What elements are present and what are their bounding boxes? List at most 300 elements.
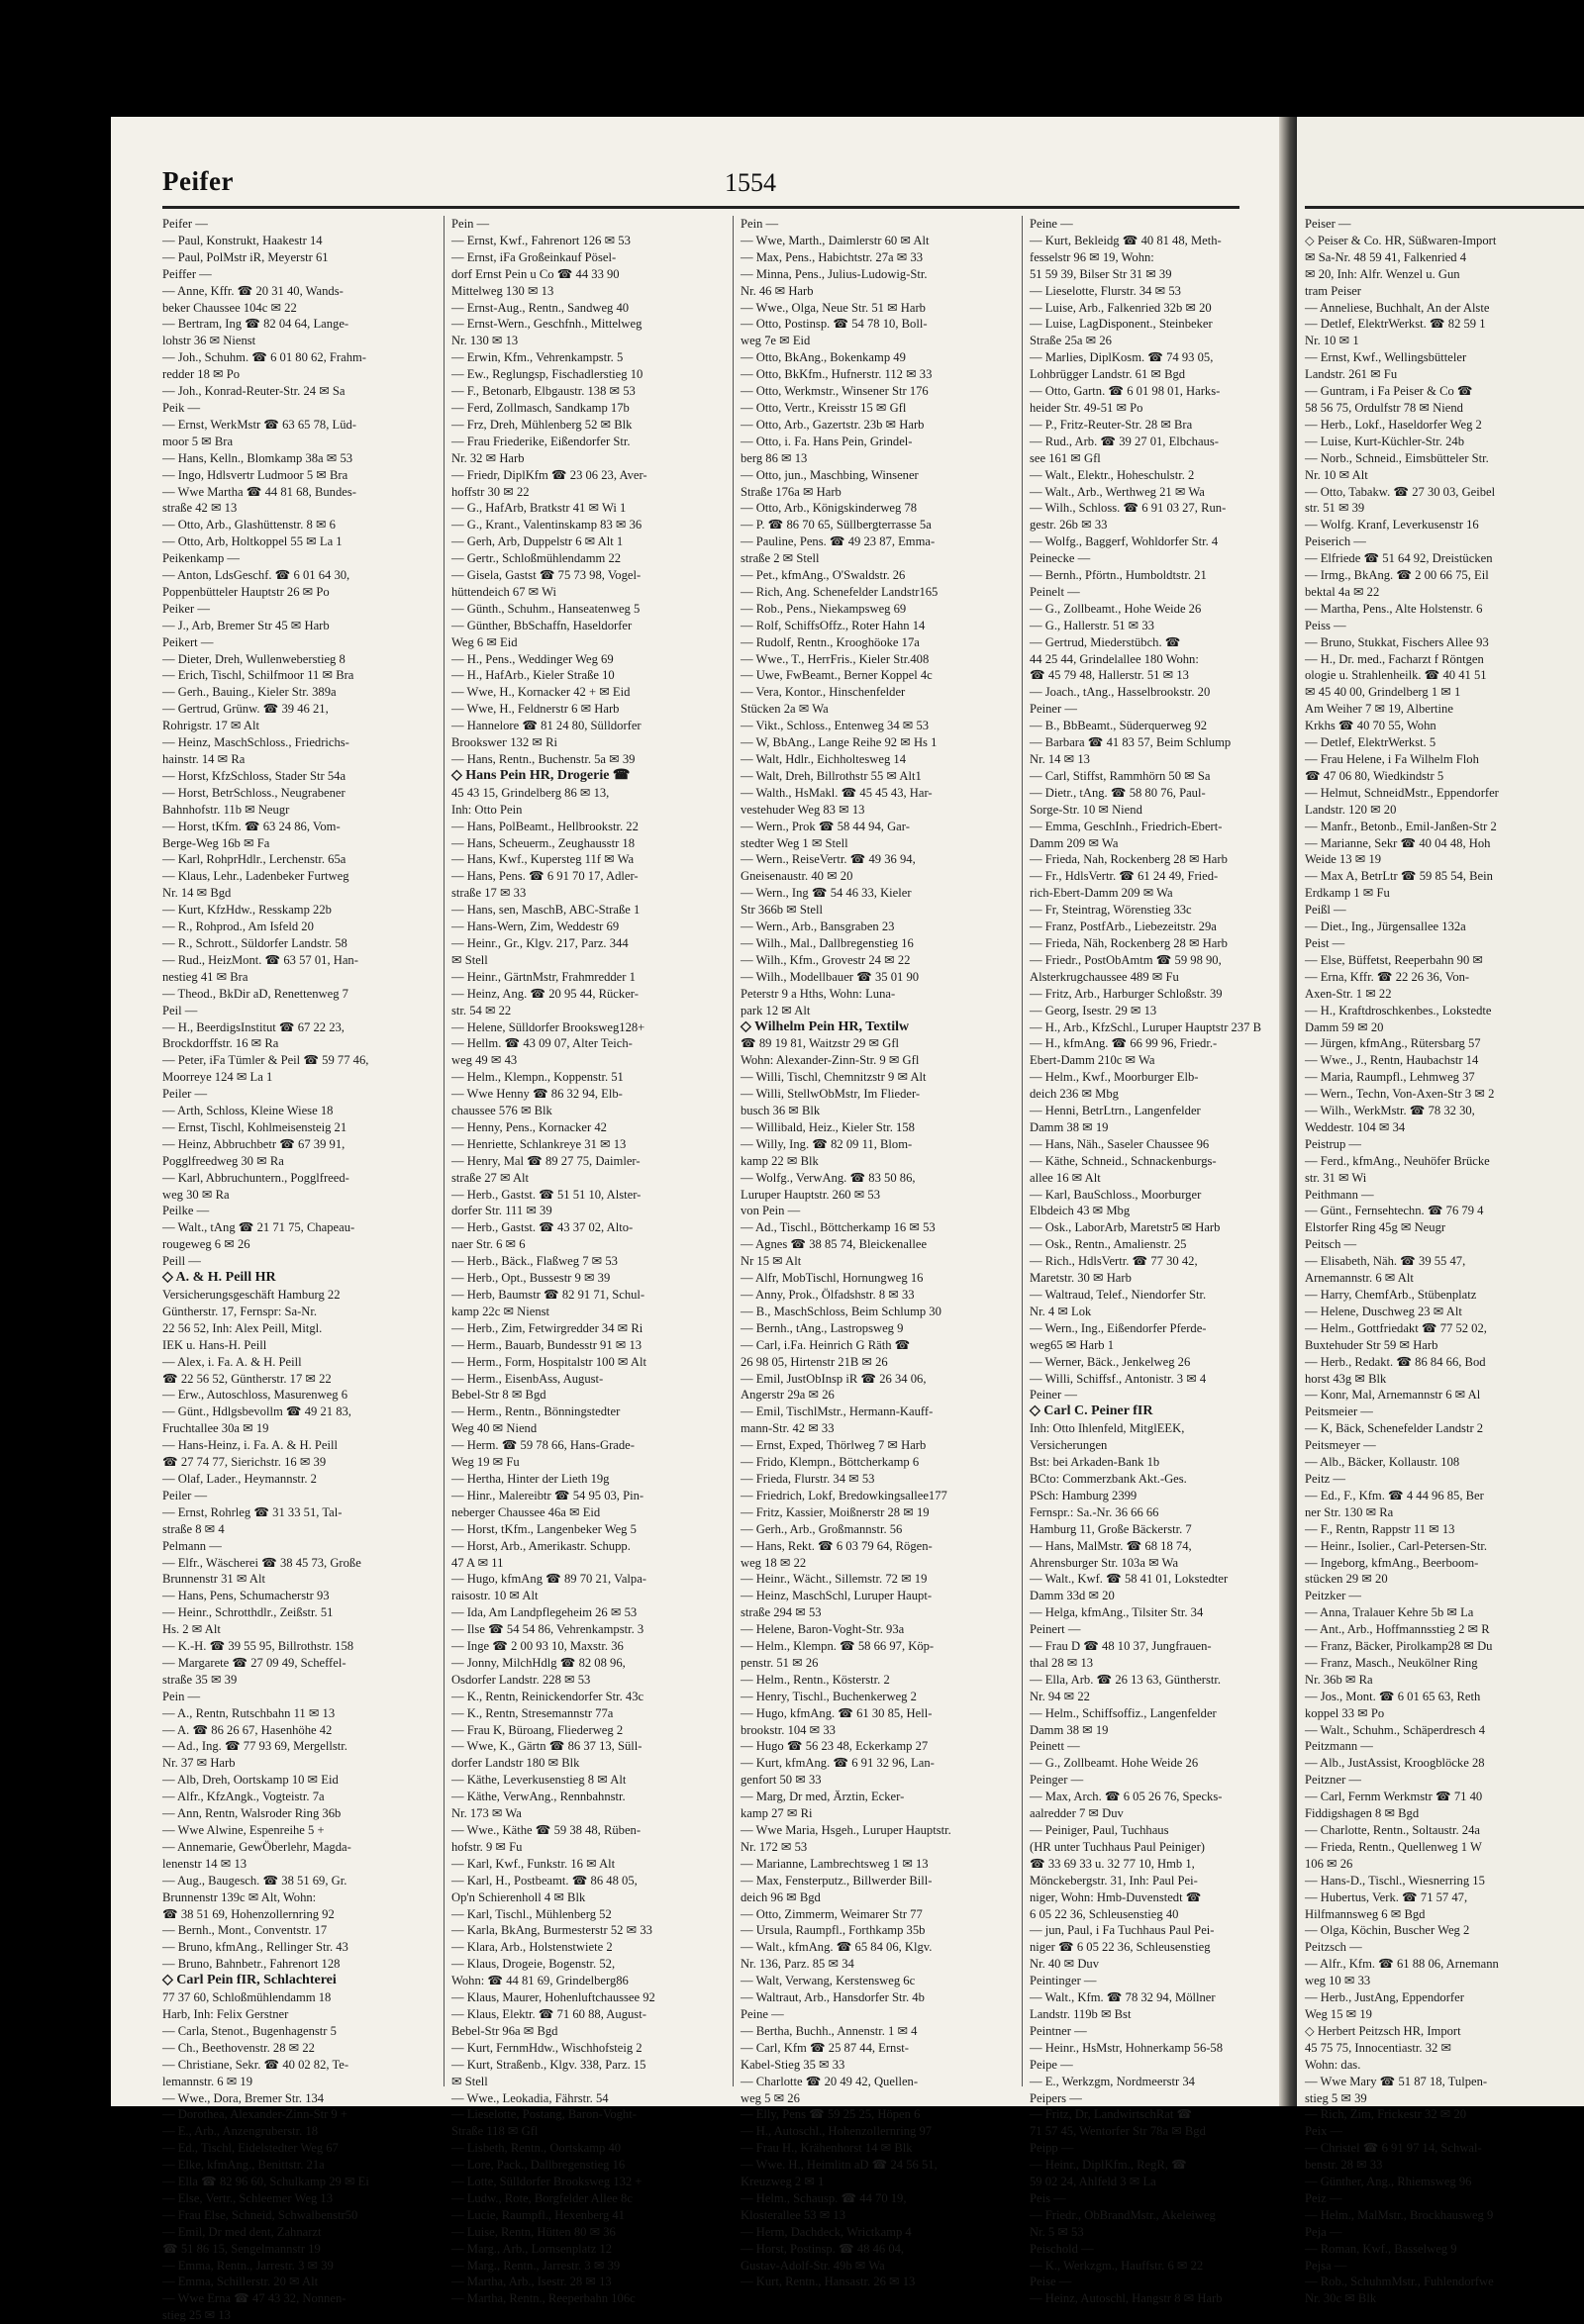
listing-line: — B., MaschSchloss, Beim Schlump 30 [741, 1304, 941, 1318]
listing-line: Peine — [1030, 217, 1073, 231]
listing-line: — Lore, Pack., Dallbregenstieg 16 [451, 2158, 626, 2173]
listing-line: Luruper Hauptstr. 260 ✉ 53 [741, 1187, 881, 1202]
listing-line: — Ernst, Rohrleg ☎ 31 33 51, Tal- [162, 1504, 343, 1519]
listing-line: — Otto, Zimmerm, Weimarer Str 77 [741, 1906, 923, 1921]
listing-line: moor 5 ✉ Bra [162, 434, 234, 448]
listing-columns [162, 216, 1261, 2323]
listing-line: — Helm., Rentn., Kösterstr. 2 [741, 1672, 890, 1687]
listing-line: — E., Arb., Anzengruberstr. 18 [162, 2124, 319, 2139]
listing-line: Rohrigstr. 17 ✉ Alt [162, 719, 260, 733]
listing-line: — B., BbBeamt., Süderquerweg 92 [1030, 719, 1208, 733]
listing-line: — Anna, Tralauer Kehre 5b ✉ La [1305, 1605, 1474, 1620]
listing-line: — K., Rentn, Stresemannstr 77a [451, 1705, 614, 1720]
listing-line: — Wwe Alwine, Espenreihe 5 + [162, 1823, 325, 1837]
listing-line: Peischold — [1030, 2241, 1094, 2256]
listing-column-3 [741, 216, 1010, 2289]
listing-line: — Emma, Rentn., Jarrestr. 3 ✉ 39 [162, 2258, 334, 2273]
listing-line: 45 43 15, Grindelberg 86 ✉ 13, [451, 785, 610, 800]
listing-line: — Kurt, Bekleidg ☎ 40 81 48, Meth- [1030, 233, 1222, 247]
listing-line: thal 28 ✉ 13 [1030, 1655, 1094, 1670]
listing-line: — Hinr., Malereibtr ☎ 54 95 03, Pin- [451, 1488, 644, 1502]
listing-line: — Erna, Kffr. ☎ 22 26 36, Von- [1305, 969, 1470, 984]
listing-line: niger, Wohn: Hmb-Duvenstedt ☎ [1030, 1889, 1202, 1904]
listing-line: Elbdeich 43 ✉ Mbg [1030, 1204, 1131, 1218]
listing-line: beker Chaussee 104c ✉ 22 [162, 300, 297, 315]
listing-line: — Bernh., Pförtn., Humboldtstr. 21 [1030, 568, 1207, 583]
listing-line: Nr. 4 ✉ Lok [1030, 1304, 1092, 1318]
listing-line: — F., Rentn, Rappstr 11 ✉ 13 [1305, 1521, 1455, 1536]
listing-line: Angerstr 29a ✉ 26 [741, 1388, 835, 1403]
listing-line: — Dorothea, Alexander-Zinn-Str 9 + [162, 2107, 347, 2122]
listing-line: — Erwin, Kfm., Vehrenkampstr. 5 [451, 350, 624, 365]
listing-line: Axen-Str. 1 ✉ 22 [1305, 986, 1392, 1001]
listing-line: — Marianne, Sekr ☎ 40 04 48, Hoh [1305, 835, 1491, 850]
listing-line: — Diet., Ing., Jürgensallee 132a [1305, 920, 1466, 934]
listing-line: — Joh., Schuhm. ☎ 6 01 80 62, Frahm- [162, 350, 366, 365]
listing-line: Peipers — [1030, 2090, 1082, 2105]
listing-line: straße 17 ✉ 33 [451, 886, 527, 901]
listing-line: — Ernst, Exped, Thörlweg 7 ✉ Harb [741, 1438, 927, 1453]
listing-line: — Ad., Tischl., Böttcherkamp 16 ✉ 53 [741, 1220, 936, 1235]
listing-line: — Wwe Martha ☎ 44 81 68, Bundes- [162, 484, 356, 499]
listing-line: rich-Ebert-Damm 209 ✉ Wa [1030, 886, 1173, 901]
listing-line: 26 98 05, Hirtenstr 21B ✉ 26 [741, 1354, 888, 1369]
listing-line: BCto: Commerzbank Akt.-Ges. [1030, 1471, 1187, 1486]
listing-line: Mönckebergstr. 31, Inh: Paul Pei- [1030, 1873, 1198, 1888]
listing-line: stedter Weg 1 ✉ Stell [741, 835, 848, 850]
listing-line: — Käthe, Leverkusenstieg 8 ✉ Alt [451, 1773, 627, 1788]
listing-line: Peil — [162, 1003, 198, 1017]
listing-line: — Charlotte, Rentn., Soltaustr. 24a [1305, 1823, 1480, 1837]
listing-line: — H., kfmAng. ☎ 66 99 96, Friedr.- [1030, 1036, 1218, 1051]
listing-line: Pein — [162, 1689, 201, 1703]
listing-line: ☎ 27 74 77, Sierichstr. 16 ✉ 39 [162, 1455, 327, 1470]
listing-line: 45 75 75, Innocentiastr. 32 ✉ [1305, 2040, 1452, 2055]
listing-line: Gustav-Adolf-Str. 49b ✉ Wa [741, 2258, 885, 2273]
listing-line: — Norb., Schneid., Eimsbütteler Str. [1305, 450, 1489, 465]
listing-line: — Frau Friederike, Eißendorfer Str. [451, 434, 631, 448]
listing-line: — Helm., Gottfriedakt ☎ 77 52 02, [1305, 1320, 1487, 1335]
listing-line: — Hans, sen, MaschB, ABC-Straße 1 [451, 903, 641, 918]
listing-line: Weg 40 ✉ Niend [451, 1421, 538, 1436]
listing-line: Peitsch — [1305, 1237, 1357, 1252]
listing-line: — Osk., LaborArb, Maretstr5 ✉ Harb [1030, 1220, 1221, 1235]
listing-line: — Manfr., Betonb., Emil-Janßen-Str 2 [1305, 819, 1497, 833]
listing-line: Peis — [1030, 2190, 1066, 2205]
listing-line: — Kurt, FernmHdw., Wischhofsteig 2 [451, 2040, 643, 2055]
listing-line: — Gisela, Gastst ☎ 75 73 98, Vogel- [451, 568, 642, 583]
listing-line: — Ch., Beethovenstr. 28 ✉ 22 [162, 2040, 315, 2055]
listing-line: — Günther, BbSchaffn, Haseldorfer [451, 618, 633, 632]
listing-line: Nr. 136, Parz. 85 ✉ 34 [741, 1957, 854, 1972]
listing-line: — Friedr., PostObAmtm ☎ 59 98 90, [1030, 952, 1222, 967]
listing-line: 71 57 45, Wentorfer Str 78a ✉ Bgd [1030, 2124, 1206, 2139]
listing-line: hoffstr 30 ✉ 22 [451, 484, 530, 499]
listing-line: — Hugo ☎ 56 23 48, Eckerkamp 27 [741, 1739, 929, 1754]
listing-line: str. 54 ✉ 22 [451, 1003, 512, 1017]
listing-line: — Lieselotte, Postang, Baron-Voght- [451, 2107, 637, 2122]
listing-line: — Ant., Arb., Hoffmannsstieg 2 ✉ R [1305, 1622, 1490, 1637]
listing-line: — Ed., Tischl, Eidelstedter Weg 67 [162, 2141, 339, 2156]
listing-line: niger ☎ 6 05 22 36, Schleusenstieg [1030, 1940, 1211, 1955]
listing-line: — G., Krant., Valentinskamp 83 ✉ 36 [451, 518, 643, 533]
listing-line: — Aug., Baugesch. ☎ 38 51 69, Gr. [162, 1873, 347, 1888]
listing-line: Nr. 46 ✉ Harb [741, 283, 814, 298]
listing-line: — Emil, JustObInsp iR ☎ 26 34 06, [741, 1371, 927, 1386]
listing-line: Op'n Schierenholl 4 ✉ Blk [451, 1889, 586, 1904]
listing-line: — Anne, Kffr. ☎ 20 31 40, Wands- [162, 283, 344, 298]
listing-line: — Heinr., DiplKfm., RegR, ☎ [1030, 2158, 1187, 2173]
listing-line: — Luise, Kurt-Küchler-Str. 24b [1305, 434, 1464, 448]
listing-line: Peitsmeyer — [1305, 1438, 1376, 1453]
listing-line: — Walt., Arb., Werthweg 21 ✉ Wa [1030, 484, 1205, 499]
listing-line: Peiserich — [1305, 534, 1366, 549]
listing-line: — H., Arb., KfzSchl., Luruper Hauptstr 237 B [1030, 1019, 1261, 1034]
listing-line: — Hans-D., Tischl., Wiesnerring 15 [1305, 1873, 1485, 1888]
listing-line: — Paul, PolMstr iR, Meyerstr 61 [162, 249, 329, 264]
listing-line: — Carl, Fernm Werkmstr ☎ 71 40 [1305, 1790, 1483, 1804]
listing-line: — Walt., Schuhm., Schäperdresch 4 [1305, 1722, 1486, 1737]
listing-line: — Rich., HdlsVertr. ☎ 77 30 42, [1030, 1254, 1198, 1269]
listing-column-2 [451, 216, 721, 2306]
listing-line: — Frau K, Büroang, Fliederweg 2 [451, 1722, 624, 1737]
listing-line: weg 49 ✉ 43 [451, 1053, 518, 1068]
listing-line: Maretstr. 30 ✉ Harb [1030, 1271, 1132, 1286]
listing-line: — Gertrud, Miederstübch. ☎ [1030, 634, 1181, 649]
listing-line: — Hugo, kfmAng. ☎ 61 30 85, Hell- [741, 1705, 933, 1720]
listing-line: — Wern., Ing., Eißendorfer Pferde- [1030, 1320, 1207, 1335]
listing-line: — Wern., Ing ☎ 54 46 33, Kieler [741, 886, 912, 901]
listing-line: — Anny, Prok., Ölfadshstr. 8 ✉ 33 [741, 1288, 915, 1302]
listing-line: Versicherungsgeschäft Hamburg 22 [162, 1288, 341, 1302]
listing-line: Weide 13 ✉ 19 [1305, 852, 1382, 867]
listing-line: lemannstr. 6 ✉ 19 [162, 2074, 253, 2088]
listing-line: — Olaf, Lader., Heymannstr. 2 [162, 1471, 317, 1486]
listing-line: ◇ Hans Pein HR, Drogerie ☎ [451, 767, 631, 783]
listing-line: — Rolf, SchiffsOffz., Roter Hahn 14 [741, 618, 926, 632]
listing-line: straße 294 ✉ 53 [741, 1605, 822, 1620]
listing-line: — Otto, i. Fa. Hans Pein, Grindel- [741, 434, 913, 448]
listing-line: weg 10 ✉ 33 [1305, 1974, 1371, 1988]
listing-line: — Heinr., HsMstr, Hohnerkamp 56-58 [1030, 2040, 1224, 2055]
listing-line: — K., Werkzgm., Hauffstr. 6 ✉ 22 [1030, 2258, 1204, 2273]
listing-line: Peiss — [1305, 618, 1346, 632]
listing-line: dorfer Landstr 180 ✉ Blk [451, 1756, 580, 1771]
listing-line: hofstr. 9 ✉ Fu [451, 1839, 523, 1854]
listing-line: — K., Rentn, Reinickendorfer Str. 43c [451, 1689, 644, 1703]
listing-line: — Dietr., tAng. ☎ 58 80 76, Paul- [1030, 785, 1206, 800]
listing-line: — Friedr, DiplKfm ☎ 23 06 23, Aver- [451, 467, 647, 482]
listing-line: 44 25 44, Grindelallee 180 Wohn: [1030, 651, 1199, 666]
listing-line: — Roman, Kwf., Basselweg 9 [1305, 2241, 1457, 2256]
listing-line: — Alfr., Kfm. ☎ 61 88 06, Arnemann [1305, 1957, 1499, 1972]
listing-line: Peitzker — [1305, 1589, 1362, 1603]
listing-line: — Herm., Bauarb, Bundesstr 91 ✉ 13 [451, 1337, 643, 1352]
listing-line: — Hans, Kwf., Kupersteg 11f ✉ Wa [451, 852, 635, 867]
listing-line: — Wilh., Mal., Dallbregenstieg 16 [741, 935, 914, 950]
listing-line: — Herm., Form, Hospitalstr 100 ✉ Alt [451, 1354, 647, 1369]
listing-line: — Hans, PolBeamt., Hellbrookstr. 22 [451, 819, 639, 833]
listing-line: chaussee 576 ✉ Blk [451, 1104, 552, 1118]
listing-line: — Vera, Kontor., Hinschenfelder [741, 685, 906, 700]
listing-line: — Hans-Heinz, i. Fa. A. & H. Peill [162, 1438, 338, 1453]
listing-line: — W, BbAng., Lange Reihe 92 ✉ Hs 1 [741, 735, 938, 750]
listing-line: — G., Zollbeamt. Hohe Weide 26 [1030, 1756, 1199, 1771]
listing-line: — R., Rohprod., Am Isfeld 20 [162, 920, 314, 934]
listing-line: Peipe — [1030, 2057, 1073, 2072]
listing-line: Peißl — [1305, 903, 1346, 918]
listing-line: Peikenkamp — [162, 551, 240, 566]
listing-line: vestehuder Weg 83 ✉ 13 [741, 802, 865, 817]
listing-line: — Herm. ☎ 59 78 66, Hans-Grade- [451, 1438, 635, 1453]
listing-line: Nr. 130 ✉ 13 [451, 334, 519, 348]
directory-page [111, 117, 1279, 2323]
listing-line: — Ferd., kfmAng., Neuhöfer Brücke [1305, 1153, 1490, 1168]
listing-line: naer Str. 6 ✉ 6 [451, 1237, 526, 1252]
listing-line: Harb, Inh: Felix Gerstner [162, 2006, 289, 2021]
listing-line: — Fr., HdlsVertr. ☎ 61 24 49, Fried- [1030, 869, 1219, 884]
listing-line: Hamburg 11, Große Bäckerstr. 7 [1030, 1521, 1192, 1536]
listing-line: — Günth., Schuhm., Hanseatenweg 5 [451, 601, 641, 616]
listing-line: — Emma, Schillerstr. 20 ✉ Alt [162, 2275, 319, 2289]
listing-line: ✉ Sa-Nr. 48 59 41, Falkenried 4 [1305, 249, 1467, 264]
listing-line: — P. ☎ 86 70 65, Süllbergterrasse 5a [741, 518, 932, 533]
listing-line: — Charlotte ☎ 20 49 42, Quellen- [741, 2074, 919, 2088]
listing-line: neberger Chaussee 46a ✉ Eid [451, 1504, 601, 1519]
listing-line: (HR unter Tuchhaus Paul Peiniger) [1030, 1839, 1206, 1854]
listing-line: — Fritz, Kassier, Moißnerstr 28 ✉ 19 [741, 1504, 930, 1519]
listing-line: str. 51 ✉ 39 [1305, 501, 1365, 516]
listing-line: Inh: Otto Pein [451, 802, 523, 817]
listing-line: — Henry, Tischl., Buchenkerweg 2 [741, 1689, 917, 1703]
listing-line: — Horst, tKfm., Langenbeker Weg 5 [451, 1521, 637, 1536]
listing-line: — Joach., tAng., Hasselbrookstr. 20 [1030, 685, 1211, 700]
listing-line: — Karl, Tischl., Mühlenberg 52 [451, 1906, 612, 1921]
listing-line: — Wwe. H., Heimlitn aD ☎ 24 56 51, [741, 2158, 938, 2173]
listing-line: — Otto, Arb., Königskinderweg 78 [741, 501, 918, 516]
listing-line: — Wwe., Leokadia, Fährstr. 54 [451, 2090, 609, 2105]
listing-line: Peitzsch — [1305, 1940, 1362, 1955]
listing-line: — Willi, Schiffsf., Antonistr. 3 ✉ 4 [1030, 1371, 1207, 1386]
listing-line: Peinecke — [1030, 551, 1091, 566]
listing-line: — Otto, Arb., Glashüttenstr. 8 ✉ 6 [162, 518, 336, 533]
listing-line: — Pet., kfmAng., O'Swaldstr. 26 [741, 568, 906, 583]
listing-line: — Herb., Lokf., Haseldorfer Weg 2 [1305, 417, 1482, 432]
listing-line: — H., BeerdigsInstitut ☎ 67 22 23, [162, 1019, 345, 1034]
listing-line: Damm 59 ✉ 20 [1305, 1019, 1384, 1034]
listing-line: — Heinz, MaschSchl, Luruper Haupt- [741, 1589, 933, 1603]
listing-line: ◇ Carl Pein fIR, Schlachterei [162, 1973, 337, 1988]
listing-line: Pelmann — [162, 1538, 222, 1553]
listing-line: — Karl, Kwf., Funkstr. 16 ✉ Alt [451, 1856, 616, 1871]
listing-line: see 161 ✉ Gfl [1030, 450, 1101, 465]
listing-line: — Otto, Arb, Holtkoppel 55 ✉ La 1 [162, 534, 343, 549]
page-number: 1554 [725, 168, 776, 197]
listing-line: — Inge ☎ 2 00 93 10, Maxstr. 36 [451, 1639, 624, 1654]
listing-line: — Helene, Duschweg 23 ✉ Alt [1305, 1304, 1462, 1318]
listing-line: Peintinger — [1030, 1974, 1097, 1988]
listing-line: Inh: Otto Ihlenfeld, MitglEEK, [1030, 1421, 1185, 1436]
listing-line: Krkhs ☎ 40 70 55, Wohn [1305, 719, 1436, 733]
listing-line: Wohn: das. [1305, 2057, 1361, 2072]
listing-line: — Herb., Opt., Bussestr 9 ✉ 39 [451, 1271, 611, 1286]
listing-line: — Otto, BkKfm., Hufnerstr. 112 ✉ 33 [741, 367, 933, 382]
listing-line: ◇ A. & H. Peill HR [162, 1270, 276, 1286]
listing-line: tram Peiser [1305, 283, 1362, 298]
listing-line: — Helm., Klempn., Koppenstr. 51 [451, 1070, 624, 1085]
listing-line: — Wwe., Olga, Neue Str. 51 ✉ Harb [741, 300, 926, 315]
listing-line: — Jos., Mont. ☎ 6 01 65 63, Reth [1305, 1689, 1481, 1703]
listing-line: — Max, Fensterputz., Billwerder Bill- [741, 1873, 933, 1888]
listing-line: Nr. 30c ✉ Blk [1305, 2291, 1377, 2306]
listing-line: Nr. 14 ✉ Bgd [162, 886, 232, 901]
listing-line: — Hellm. ☎ 43 09 07, Alter Teich- [451, 1036, 633, 1051]
listing-line: — Heinr., Schrotthdlr., Zeißstr. 51 [162, 1605, 334, 1620]
listing-line: — Bernh., Mont., Conventstr. 17 [162, 1923, 328, 1938]
listing-line: dorf Ernst Pein u Co ☎ 44 33 90 [451, 266, 620, 281]
listing-line: ☎ 47 06 80, Wiedkindstr 5 [1305, 768, 1444, 783]
listing-line: Peill — [162, 1254, 201, 1269]
listing-line: Peise — [1030, 2275, 1072, 2289]
listing-line: — Rob., SchuhmMstr., Fuhlendorfwe [1305, 2275, 1494, 2289]
listing-line: — Wwe, H., Feldnerstr 6 ✉ Harb [451, 702, 620, 717]
listing-line: benstr. 28 ✉ 33 [1305, 2158, 1383, 2173]
listing-line: fesselstr 96 ✉ 19, Wohn: [1030, 249, 1154, 264]
listing-line: — Wwe, H., Kornacker 42 + ✉ Eid [451, 685, 631, 700]
listing-line: — Heinr., Wächt., Sillemstr. 72 ✉ 19 [741, 1572, 928, 1587]
listing-line: — Emil, Dr med dent, Zahnarzt [162, 2224, 322, 2239]
listing-line: — Bertram, Ing ☎ 82 04 64, Lange- [162, 317, 349, 332]
listing-line: — Alb, Dreh, Oortskamp 10 ✉ Eid [162, 1773, 339, 1788]
listing-line: — Elfriede ☎ 51 64 92, Dreistücken [1305, 551, 1493, 566]
listing-line: Am Weiher 7 ✉ 19, Albertine [1305, 702, 1453, 717]
listing-line: deich 96 ✉ Bgd [741, 1889, 821, 1904]
listing-line: — Osk., Rentn., Amalienstr. 25 [1030, 1237, 1187, 1252]
listing-line: — Carl, i.Fa. Heinrich G Räth ☎ [741, 1337, 911, 1352]
listing-line: — A., Rentn, Rutschbahn 11 ✉ 13 [162, 1705, 336, 1720]
listing-line: Peikert — [162, 634, 214, 649]
listing-line: — Marg, Dr med, Ärztin, Ecker- [741, 1790, 905, 1804]
listing-line: rougeweg 6 ✉ 26 [162, 1237, 250, 1252]
listing-line: — jun, Paul, i Fa Tuchhaus Paul Pei- [1030, 1923, 1215, 1938]
listing-line: — Günther, Ang., Rhiemsweg 96 [1305, 2175, 1472, 2189]
listing-line: straße 27 ✉ Alt [451, 1170, 530, 1185]
listing-line: redder 18 ✉ Po [162, 367, 241, 382]
listing-line: ☎ 51 86 15, Sengelmannstr 19 [162, 2241, 321, 2256]
listing-line: aalredder 7 ✉ Duv [1030, 1806, 1124, 1821]
listing-line: Nr. 5 ✉ 53 [1030, 2224, 1084, 2239]
listing-line: — Emil, TischlMstr., Hermann-Kauff- [741, 1404, 934, 1419]
listing-line: — Dieter, Dreh, Wullenweberstieg 8 [162, 651, 346, 666]
listing-line: Weg 6 ✉ Eid [451, 634, 518, 649]
listing-line: — K, Bäck, Schenefelder Landstr 2 [1305, 1421, 1484, 1436]
listing-line: — Helga, kfmAng., Tilsiter Str. 34 [1030, 1605, 1204, 1620]
listing-line: 58 56 75, Ordulfstr 78 ✉ Niend [1305, 400, 1463, 415]
listing-line: — Hannelore ☎ 81 24 80, Sülldorfer [451, 719, 642, 733]
listing-line: ologie u. Strahlenheilk. ☎ 40 41 51 [1305, 668, 1487, 683]
listing-line: — Carla, Stenot., Bugenhagenstr 5 [162, 2023, 337, 2038]
listing-line: hainstr. 14 ✉ Ra [162, 752, 246, 766]
listing-line: Peinert — [1030, 1622, 1081, 1637]
listing-line: — Fritz, Arb., Harburger Schloßstr. 39 [1030, 986, 1223, 1001]
listing-line: — Werner, Bäck., Jenkelweg 26 [1030, 1354, 1191, 1369]
listing-line: — Ann, Rentn, Walsroder Ring 36b [162, 1806, 342, 1821]
listing-line: Nr. 14 ✉ 13 [1030, 752, 1090, 766]
listing-line: — Käthe, Schneid., Schnackenburgs- [1030, 1153, 1217, 1168]
listing-line: — Ella ☎ 82 96 60, Schulkamp 29 ✉ Ei [162, 2175, 369, 2189]
listing-line: — Elke, kfmAng., Benittstr. 21a [162, 2158, 325, 2173]
listing-line: — Günt., Hdlgsbevollm ☎ 49 21 83, [162, 1404, 351, 1419]
listing-line: — Ew., Reglungsp, Fischadlerstieg 10 [451, 367, 644, 382]
listing-line: Bahnhofstr. 11b ✉ Neugr [162, 802, 290, 817]
listing-line: — Erich, Tischl, Schilfmoor 11 ✉ Bra [162, 668, 354, 683]
listing-line: str. 31 ✉ Wi [1305, 1170, 1367, 1185]
listing-line: — H., Autoschl., Hohenzollernring 97 [741, 2124, 933, 2139]
listing-line: — Klaus, Drogeie, Bogenstr. 52, [451, 1957, 616, 1972]
listing-line: Peiner — [1030, 1388, 1077, 1403]
listing-line: — Otto, Postinsp. ☎ 54 78 10, Boll- [741, 317, 928, 332]
listing-line: — Hertha, Hinter der Lieth 19g [451, 1471, 610, 1486]
listing-line: Pein — [451, 217, 490, 231]
listing-line: — Wern., Techn, Von-Axen-Str 3 ✉ 2 [1305, 1087, 1495, 1102]
listing-line: — Max, Arch. ☎ 6 05 26 76, Specks- [1030, 1790, 1223, 1804]
listing-line: — Ingeborg, kfmAng., Beerboom- [1305, 1555, 1479, 1570]
listing-line: — Luise, Arb., Falkenried 32b ✉ 20 [1030, 300, 1212, 315]
listing-line: — Heinz, MaschSchloss., Friedrichs- [162, 735, 349, 750]
listing-line: Peipp — [1030, 2141, 1074, 2156]
listing-line: — Friedrich, Lokf, Bredowkingsallee177 [741, 1488, 947, 1502]
listing-line: — Agnes ☎ 38 85 74, Bleickenallee [741, 1237, 928, 1252]
listing-line: — Luise, LagDisponent., Steinbeker [1030, 317, 1213, 332]
listing-line: gestr. 26b ✉ 33 [1030, 518, 1108, 533]
listing-line: — Alb., JustAssist, Kroogblöcke 28 [1305, 1756, 1485, 1771]
listing-line: Nr. 10 ✉ 1 [1305, 334, 1359, 348]
listing-line: PSch: Hamburg 2399 [1030, 1488, 1138, 1502]
listing-line: — Minna, Pens., Julius-Ludowig-Str. [741, 266, 928, 281]
listing-line: — Waltraud, Telef., Niendorfer Str. [1030, 1288, 1207, 1302]
listing-line: ☎ 33 69 33 u. 32 77 10, Hmb 1, [1030, 1856, 1195, 1871]
listing-line: Peik — [162, 400, 201, 415]
listing-line: weg 30 ✉ Ra [162, 1187, 230, 1202]
listing-line: berg 86 ✉ 13 [741, 450, 808, 465]
listing-line: ◇ Wilhelm Pein HR, Textilw [741, 1018, 910, 1034]
listing-line: — Ernst, WerkMstr ☎ 63 65 78, Lüd- [162, 417, 356, 432]
listing-line: Kabel-Stieg 35 ✉ 33 [741, 2057, 845, 2072]
listing-line: — Hubertus, Verk. ☎ 71 57 47, [1305, 1889, 1468, 1904]
listing-line: — Otto, Gartn. ☎ 6 01 98 01, Harks- [1030, 384, 1221, 399]
listing-line: Peistrup — [1305, 1136, 1362, 1151]
listing-line: — Frieda, Rentn., Quellenweg 1 W [1305, 1839, 1482, 1854]
listing-line: — Ursula, Raumpfl., Forthkamp 35b [741, 1923, 926, 1938]
listing-line: — Karl, RohprHdlr., Lerchenstr. 65a [162, 852, 346, 867]
listing-line: — Peiniger, Paul, Tuchhaus [1030, 1823, 1169, 1837]
column-divider [1022, 216, 1023, 2086]
listing-line: — Hans, Pens. ☎ 6 91 70 17, Adler- [451, 869, 639, 884]
listing-line: Fruchtallee 30a ✉ 19 [162, 1421, 269, 1436]
listing-line: — Friedr., ObBrandMstr., Akeleiweg [1030, 2207, 1216, 2222]
listing-line: — Otto, BkAng., Bokenkamp 49 [741, 350, 906, 365]
listing-line: — Wilh., WerkMstr. ☎ 78 32 30, [1305, 1104, 1475, 1118]
listing-line: lohstr 36 ✉ Nienst [162, 334, 256, 348]
listing-line: — Gertr., Schloßmühlendamm 22 [451, 551, 622, 566]
listing-line: — Herb., JustAng, Eppendorfer [1305, 1990, 1464, 2005]
listing-line: Landstr. 119b ✉ Bst [1030, 2006, 1132, 2021]
listing-line: — Rich, Ang. Schenefelder Landstr165 [741, 584, 939, 599]
listing-line: — Lisbeth, Rentn., Oortskamp 40 [451, 2141, 622, 2156]
listing-line: Osdorfer Landstr. 228 ✉ 53 [451, 1672, 591, 1687]
listing-line: ◇ Herbert Peitzsch HR, Import [1305, 2023, 1461, 2038]
listing-line: Straße 176a ✉ Harb [741, 484, 842, 499]
